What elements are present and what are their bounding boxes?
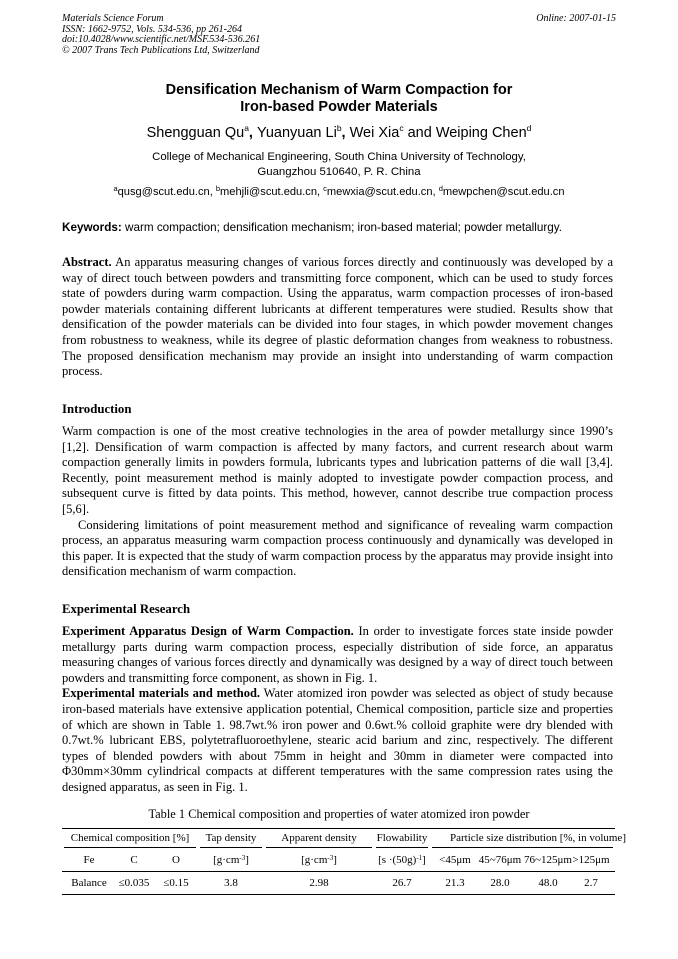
table-cell: 2.7 [584, 877, 598, 889]
table-cell: 48.0 [538, 877, 558, 889]
affiliation [0, 150, 678, 180]
email-address[interactable]: qusg@scut.edu.cn, [117, 186, 216, 198]
table-mid-rule [62, 871, 615, 872]
author-name: Wei Xia [349, 125, 400, 141]
table-cell: Balance [71, 877, 107, 889]
header-underline [376, 847, 428, 848]
journal-name: Materials Science Forum [62, 13, 164, 24]
keywords [62, 220, 616, 235]
table-subheader: 76~125μm [524, 854, 572, 866]
table-group-header: Tap density [205, 832, 257, 844]
table-subheader [213, 854, 249, 867]
apparatus-subheading: Experiment Apparatus Design of Warm Compaction. [62, 624, 354, 638]
table-group-header: Particle size distribution [%, in volume] [450, 832, 626, 844]
email-list [0, 185, 678, 199]
copyright-line: © 2007 Trans Tech Publications Ltd, Switzerland [62, 44, 260, 56]
keywords-label: Keywords: [62, 221, 122, 234]
table-cell: 28.0 [490, 877, 510, 889]
unit-sup: -3 [327, 854, 334, 862]
doi-line: doi:10.4028/www.scientific.net/MSF.534-536.261 [62, 34, 261, 45]
table-cell: 26.7 [392, 877, 412, 889]
abstract-text: An apparatus measuring changes of various forces directly and continuously was developed by a way of direct touch between powders and transmitting force component, which can be used to study forces state of powders during warm compaction. Using the apparatus, warm compaction processes of iron-based powder materials containing different lubricants at different temperatures were studied. Results show that densification of the powder materials can be divided into four stages, in which powder movement changes from robustness to weakness, while its degree of plastic deformation changes from weakness to robustness. The proposed densification mechanism may provide an insight into understanding of warm compaction process. [62, 255, 613, 379]
author-name: Weiping Chen [435, 125, 527, 141]
unit-sup: -3 [239, 854, 246, 862]
materials-subheading: Experimental materials and method. [62, 686, 261, 701]
author-name: Yuanyuan Li [256, 125, 337, 141]
materials-text: Water atomized iron powder was selected as object of study because iron-based materials have extensive application potential, Chemical composition, particle size and properties of which are shown in Table 1. 98.7wt.% iron power and 0.6wt.% colloid graphite were dry blended with 0.7wt.% lubricant EBS, polytetrafluoroethylene, stearic acid barium and zinc, respectively. The different types of blended powders with about 75mm in height and 30mm in diameter were compacted into Φ30mm×30mm cylindrical compacts at different temperatures with the same compression rates using the designed apparatus, as seen in Fig. 1. [62, 686, 613, 794]
unit-text: [s ·(50g) [378, 854, 417, 866]
header-underline [200, 847, 262, 848]
author-sup: d [526, 123, 532, 133]
unit-close: ] [333, 854, 337, 866]
abstract [62, 255, 613, 380]
table-subheader: O [172, 854, 180, 866]
author-separator: , [248, 125, 257, 141]
table-subheader [378, 854, 426, 867]
online-date: Online: 2007-01-15 [536, 13, 616, 24]
table-cell: 2.98 [309, 877, 329, 889]
author-separator: , [341, 125, 350, 141]
table-subheader: C [130, 854, 138, 866]
issn-line: ISSN: 1662-9752, Vols. 534-536, pp 261-264 [62, 23, 242, 35]
unit-text: [g·cm [213, 854, 240, 866]
table-cell: 21.3 [445, 877, 465, 889]
apparatus-text: In order to investigate forces state inside powder metallurgy parts during warm compaction process, especially distribution of side force, an apparatus measuring changes of various forces directly and dynamically was designed by a way of direct touch between powders and transmitting force component, as shown in Fig. 1. [62, 624, 613, 685]
email-sup: b [215, 184, 221, 193]
unit-close: ] [245, 854, 249, 866]
author-list [0, 124, 678, 142]
title-line-2: Iron-based Powder Materials [240, 99, 438, 115]
unit-sup: -1 [416, 854, 423, 862]
table-group-header: Apparent density [281, 832, 357, 844]
section-heading-experimental: Experimental Research [62, 602, 191, 616]
table-caption: Table 1 Chemical composition and properties of water atomized iron powder [148, 807, 530, 821]
author-sup: b [336, 123, 342, 133]
table-subheader: >125μm [572, 854, 610, 866]
unit-close: ] [422, 854, 426, 866]
paper-title [0, 82, 678, 116]
table-subheader: <45μm [439, 854, 471, 866]
table-subheader [301, 854, 337, 867]
unit-text: [g·cm [301, 854, 328, 866]
author-separator: and [403, 125, 436, 141]
table-subheader: Fe [83, 854, 95, 866]
author-sup: a [244, 123, 249, 133]
author-sup: c [399, 123, 404, 133]
table-bottom-rule [62, 894, 615, 895]
title-line-1: Densification Mechanism of Warm Compaction for [165, 82, 513, 98]
table-cell: ≤0.15 [163, 877, 189, 889]
header-underline [64, 847, 196, 848]
table-top-rule [62, 828, 615, 829]
journal-header [62, 14, 616, 56]
intro-paragraph-2: Considering limitations of point measurement method and significance of revealing warm compaction process, an apparatus measuring warm compaction process continuously and dynamically was developed in this paper. It is expected that the study of warm compaction process by the apparatus may provide insight into densification mechanism of warm compaction. [62, 517, 613, 579]
abstract-label: Abstract. [62, 255, 112, 269]
email-sup: a [113, 184, 118, 193]
affiliation-line-2: Guangzhou 510640, P. R. China [257, 166, 421, 178]
table-cell: 3.8 [224, 877, 238, 889]
email-address[interactable]: mehjli@scut.edu.cn, [220, 186, 324, 198]
intro-paragraph-1: Warm compaction is one of the most creative technologies in the area of powder metallurgy since 1990’s [1,2]. Densification of warm compaction is affected by many factors, and current research about warm compaction generally limits in powders formula, lubricants types and lubrication patterns of die wall [3,4]. Recently, point measurement method is mainly adopted to investigate powder compaction process, and subsequent curve is fitted by data points. This method, however, cannot describe true compaction process [5,6]. [62, 424, 613, 516]
table-subheader: 45~76μm [478, 854, 522, 866]
header-underline [266, 847, 372, 848]
introduction-body [62, 424, 613, 580]
table-group-header: Chemical composition [%] [70, 832, 190, 844]
email-address[interactable]: mewpchen@scut.edu.cn [442, 186, 565, 198]
table-group-header: Flowability [376, 832, 428, 844]
keywords-text: warm compaction; densification mechanism; iron-based material; powder metallurgy. [121, 221, 562, 234]
author-name: Shengguan Qu [146, 125, 245, 141]
table-cell: ≤0.035 [118, 877, 150, 889]
email-address[interactable]: mewxia@scut.edu.cn, [326, 186, 439, 198]
email-sup: c [323, 184, 327, 193]
header-underline [432, 847, 613, 848]
email-sup: d [438, 184, 443, 193]
experimental-body [62, 624, 613, 796]
section-heading-introduction: Introduction [62, 402, 132, 416]
affiliation-line-1: College of Mechanical Engineering, South China University of Technology, [152, 151, 526, 163]
